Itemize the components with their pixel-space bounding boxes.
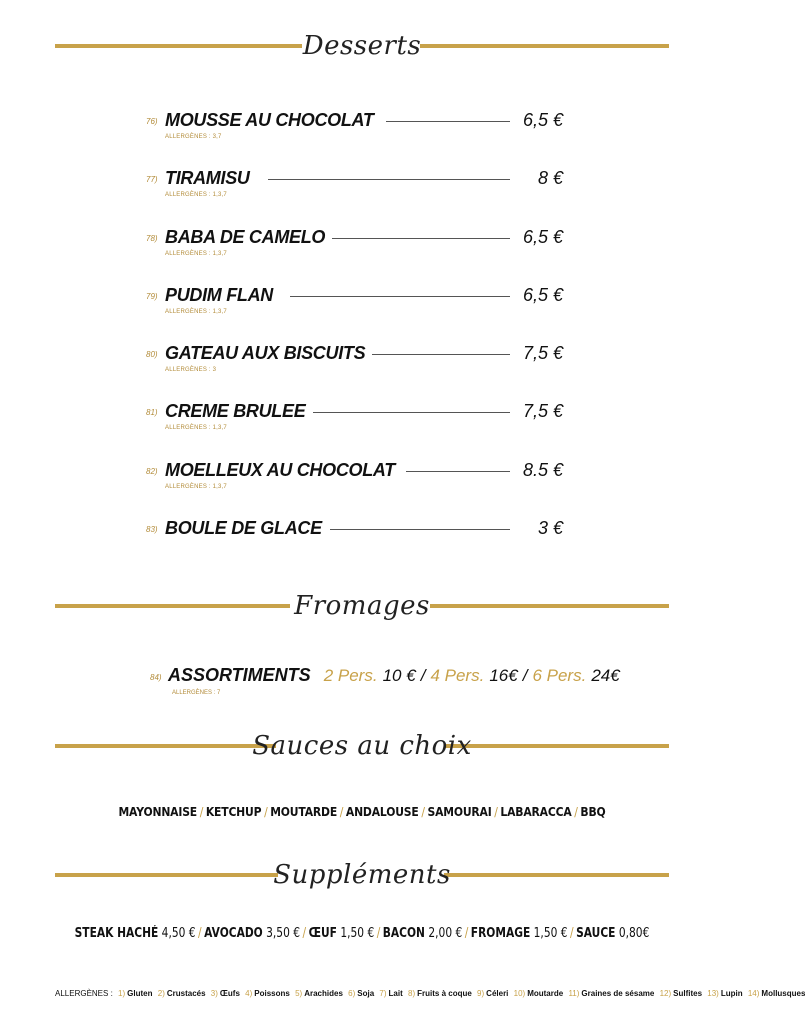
allergen-number: 5) bbox=[295, 989, 303, 998]
menu-item bbox=[0, 227, 724, 267]
menu-item bbox=[0, 518, 724, 558]
item-number: 79) bbox=[146, 292, 158, 301]
separator: / bbox=[420, 666, 426, 685]
sauce-item: ANDALOUSE bbox=[345, 805, 419, 819]
separator: / bbox=[421, 805, 425, 819]
leader-line bbox=[406, 471, 510, 472]
item-allergens: ALLERGÈNES : 3,7 bbox=[165, 134, 222, 140]
item-name: CREME BRULEE bbox=[165, 401, 306, 421]
allergen-number: 9) bbox=[477, 989, 485, 998]
item-number: 76) bbox=[146, 117, 158, 126]
sauce-item: KETCHUP bbox=[205, 805, 262, 819]
supplement-price: 1,50 € bbox=[533, 926, 568, 941]
supplement-name: SAUCE bbox=[576, 926, 616, 941]
menu-item bbox=[0, 460, 724, 500]
allergen-name: Poissons bbox=[254, 989, 290, 998]
menu-item bbox=[0, 168, 724, 208]
item-name: MOUSSE AU CHOCOLAT bbox=[165, 110, 374, 130]
menu-item bbox=[0, 343, 724, 383]
supplement-name: ŒUF bbox=[308, 926, 337, 941]
option-label: 4 Pers. bbox=[430, 666, 485, 685]
item-price: 3 € bbox=[537, 518, 563, 538]
leader-line bbox=[313, 412, 510, 413]
section-title: Sauces au choix bbox=[252, 731, 472, 761]
item-price: 8.5 € bbox=[522, 460, 563, 480]
separator: / bbox=[570, 926, 574, 941]
option-price: 24€ bbox=[591, 666, 620, 685]
item-number: 83) bbox=[146, 525, 158, 534]
option-price: 10 € bbox=[382, 666, 416, 685]
separator: / bbox=[376, 926, 381, 941]
separator: / bbox=[522, 666, 528, 685]
section-title: Desserts bbox=[302, 31, 422, 61]
allergen-number: 7) bbox=[379, 989, 387, 998]
supplement-price: 1,50 € bbox=[340, 926, 375, 941]
separator: / bbox=[464, 926, 469, 941]
item-price: 6,5 € bbox=[522, 285, 563, 305]
supplement-name: BACON bbox=[382, 926, 425, 941]
item-name: ASSORTIMENTS bbox=[168, 665, 311, 685]
supplement-name: STEAK HACHÉ bbox=[74, 926, 159, 941]
item-allergens: ALLERGÈNES : 1,3,7 bbox=[165, 484, 227, 490]
item-price: 8 € bbox=[537, 168, 563, 188]
fromages-line bbox=[168, 665, 620, 686]
supplement-price: 0,80€ bbox=[618, 926, 650, 941]
leader-line bbox=[290, 296, 510, 297]
separator: / bbox=[494, 805, 498, 819]
sauce-item: MOUTARDE bbox=[270, 805, 338, 819]
leader-line bbox=[330, 529, 510, 530]
item-allergens: ALLERGÈNES : 1,3,7 bbox=[165, 425, 227, 431]
leader-line bbox=[372, 354, 510, 355]
allergens-label: ALLERGÈNES : bbox=[55, 989, 113, 998]
allergen-number: 1) bbox=[118, 989, 126, 998]
item-name: BABA DE CAMELO bbox=[165, 227, 326, 247]
item-number: 78) bbox=[146, 234, 158, 243]
supplement-name: FROMAGE bbox=[470, 926, 531, 941]
allergen-number: 11) bbox=[568, 989, 580, 998]
supplements-header bbox=[0, 855, 724, 895]
supplement-price: 4,50 € bbox=[161, 926, 196, 941]
allergen-name: Céleri bbox=[486, 989, 509, 998]
section-title: Suppléments bbox=[273, 860, 451, 890]
allergen-name: Lait bbox=[388, 989, 403, 998]
sauce-item: MAYONNAISE bbox=[118, 805, 198, 819]
sauce-item: LABARACCA bbox=[500, 805, 572, 819]
sauces-header bbox=[0, 726, 724, 766]
option-price: 16€ bbox=[489, 666, 518, 685]
supplement-price: 3,50 € bbox=[266, 926, 301, 941]
item-allergens: ALLERGÈNES : 1,3,7 bbox=[165, 309, 227, 315]
leader-line bbox=[386, 121, 510, 122]
item-name: PUDIM FLAN bbox=[165, 285, 273, 305]
allergen-name: Moutarde bbox=[527, 989, 564, 998]
separator: / bbox=[339, 805, 344, 819]
leader-line bbox=[268, 179, 510, 180]
separator: / bbox=[199, 805, 204, 819]
fromages-item bbox=[0, 665, 724, 705]
allergen-number: 12) bbox=[659, 989, 672, 998]
item-allergens: ALLERGÈNES : 1,3,7 bbox=[165, 192, 227, 198]
allergen-name: Œufs bbox=[219, 989, 240, 998]
leader-line bbox=[332, 238, 510, 239]
supplement-name: AVOCADO bbox=[204, 926, 263, 941]
item-allergens: ALLERGÈNES : 7 bbox=[172, 690, 221, 696]
menu-item bbox=[0, 401, 724, 441]
item-price: 7,5 € bbox=[522, 401, 563, 421]
allergen-name: Sulfites bbox=[673, 989, 703, 998]
menu-item bbox=[0, 285, 724, 325]
supplements-list bbox=[65, 926, 659, 941]
desserts-header bbox=[0, 26, 724, 66]
allergen-name: Mollusques bbox=[761, 989, 805, 998]
item-number: 77) bbox=[146, 175, 158, 184]
item-price: 6,5 € bbox=[522, 110, 563, 130]
item-number: 80) bbox=[146, 350, 158, 359]
item-name: GATEAU AUX BISCUITS bbox=[165, 343, 366, 363]
separator: / bbox=[302, 926, 307, 941]
separator: / bbox=[264, 805, 268, 819]
allergen-number: 2) bbox=[157, 989, 165, 998]
item-name: BOULE DE GLACE bbox=[165, 518, 322, 538]
item-price: 6,5 € bbox=[522, 227, 563, 247]
sauce-item: SAMOURAI bbox=[427, 805, 492, 819]
item-allergens: ALLERGÈNES : 1,3,7 bbox=[165, 251, 227, 257]
allergen-name: Graines de sésame bbox=[581, 989, 655, 998]
allergen-number: 14) bbox=[747, 989, 760, 998]
item-number: 82) bbox=[146, 467, 158, 476]
allergen-name: Soja bbox=[357, 989, 375, 998]
item-price: 7,5 € bbox=[522, 343, 563, 363]
supplement-price: 2,00 € bbox=[428, 926, 463, 941]
allergen-number: 3) bbox=[210, 989, 218, 998]
allergen-name: Gluten bbox=[127, 989, 153, 998]
allergens-footer bbox=[55, 989, 805, 998]
allergen-number: 13) bbox=[707, 989, 719, 998]
allergen-name: Lupin bbox=[720, 989, 743, 998]
option-label: 6 Pers. bbox=[532, 666, 587, 685]
separator: / bbox=[574, 805, 578, 819]
allergen-name: Fruits à coque bbox=[417, 989, 472, 998]
sauces-list bbox=[36, 805, 688, 819]
allergen-number: 4) bbox=[245, 989, 253, 998]
item-allergens: ALLERGÈNES : 3 bbox=[165, 367, 217, 373]
section-title: Fromages bbox=[294, 591, 430, 621]
option-label: 2 Pers. bbox=[323, 666, 378, 685]
item-name: TIRAMISU bbox=[165, 168, 250, 188]
allergen-number: 8) bbox=[408, 989, 416, 998]
separator: / bbox=[198, 926, 202, 941]
menu-item bbox=[0, 110, 724, 150]
item-number: 81) bbox=[146, 408, 158, 417]
item-number: 84) bbox=[150, 673, 162, 682]
allergen-name: Crustacés bbox=[166, 989, 206, 998]
sauce-item: BBQ bbox=[580, 805, 606, 819]
allergen-number: 10) bbox=[513, 989, 526, 998]
item-name: MOELLEUX AU CHOCOLAT bbox=[165, 460, 395, 480]
allergen-name: Arachides bbox=[304, 989, 343, 998]
fromages-header bbox=[0, 586, 724, 626]
allergen-number: 6) bbox=[348, 989, 356, 998]
